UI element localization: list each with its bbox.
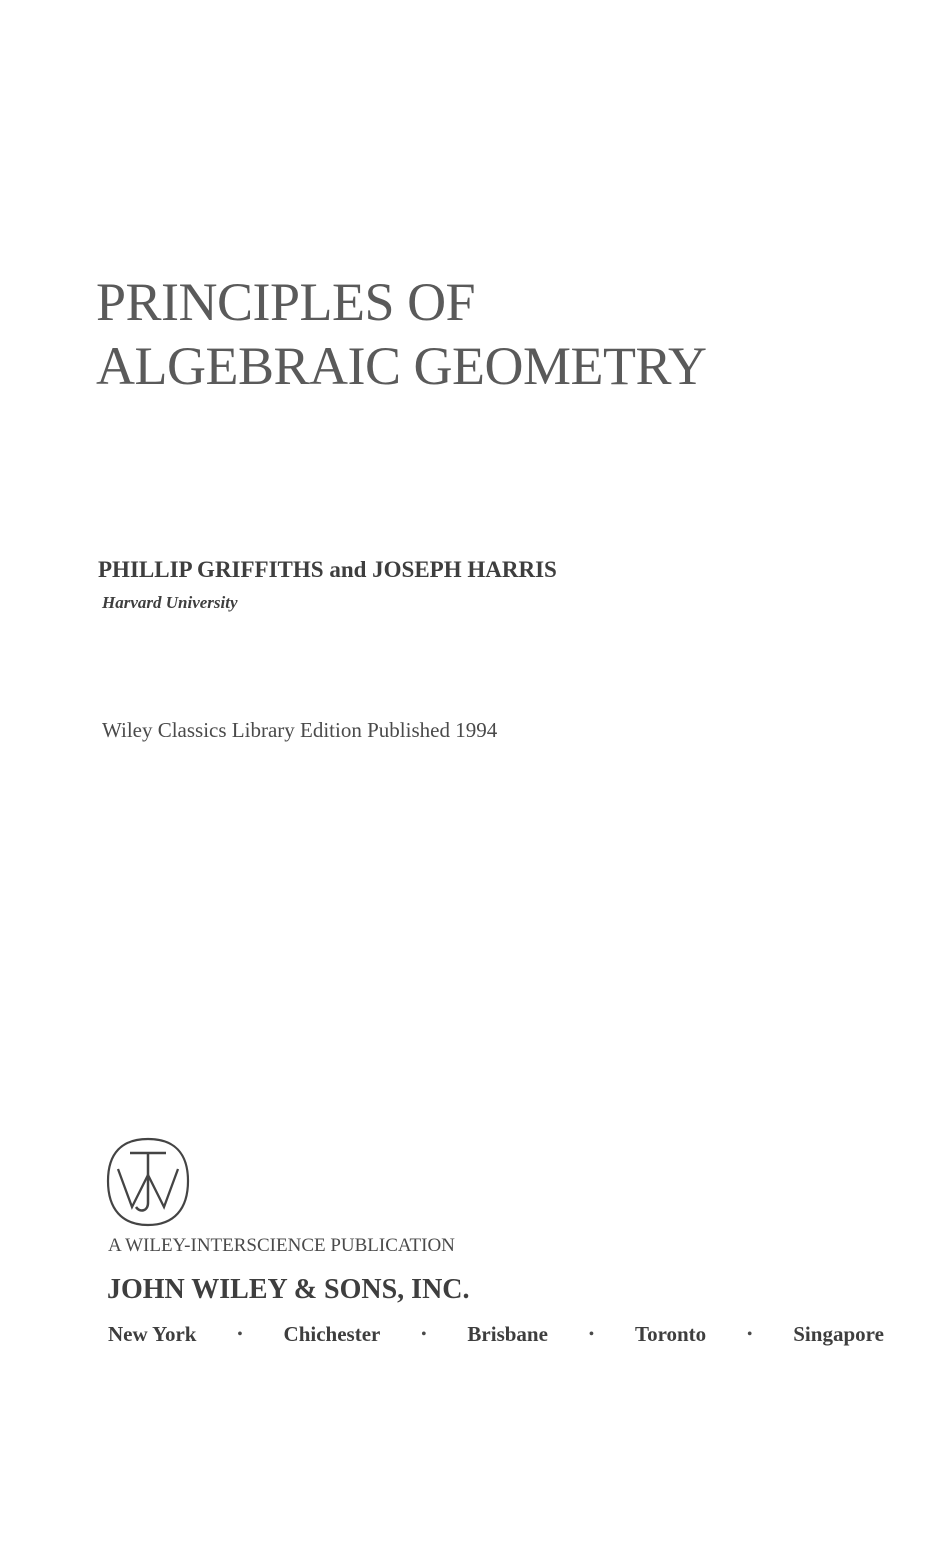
title-line-2: ALGEBRAIC GEOMETRY: [96, 336, 707, 396]
title-line-1: PRINCIPLES OF: [96, 272, 476, 332]
city: Chichester: [283, 1322, 381, 1346]
city: Brisbane: [467, 1322, 548, 1346]
wiley-logo-icon: [104, 1135, 192, 1229]
imprint-line: A WILEY-INTERSCIENCE PUBLICATION: [108, 1235, 455, 1256]
separator-bullet: •: [589, 1326, 594, 1342]
publisher-cities: [108, 1322, 884, 1347]
separator-bullet: •: [421, 1326, 427, 1342]
city: Toronto: [634, 1322, 707, 1346]
separator-bullet: •: [237, 1326, 243, 1342]
book-title: [96, 270, 707, 398]
logo-text: JW: [104, 1135, 106, 1136]
separator-bullet: •: [747, 1326, 753, 1342]
city: Singapore: [793, 1322, 884, 1346]
authors: PHILLIP GRIFFITHS and JOSEPH HARRIS: [98, 557, 557, 582]
city: New York: [108, 1322, 197, 1346]
edition-note: Wiley Classics Library Edition Published 1994: [102, 718, 498, 742]
publisher-name: JOHN WILEY & SONS, INC.: [107, 1274, 470, 1305]
affiliation: Harvard University: [102, 593, 238, 612]
